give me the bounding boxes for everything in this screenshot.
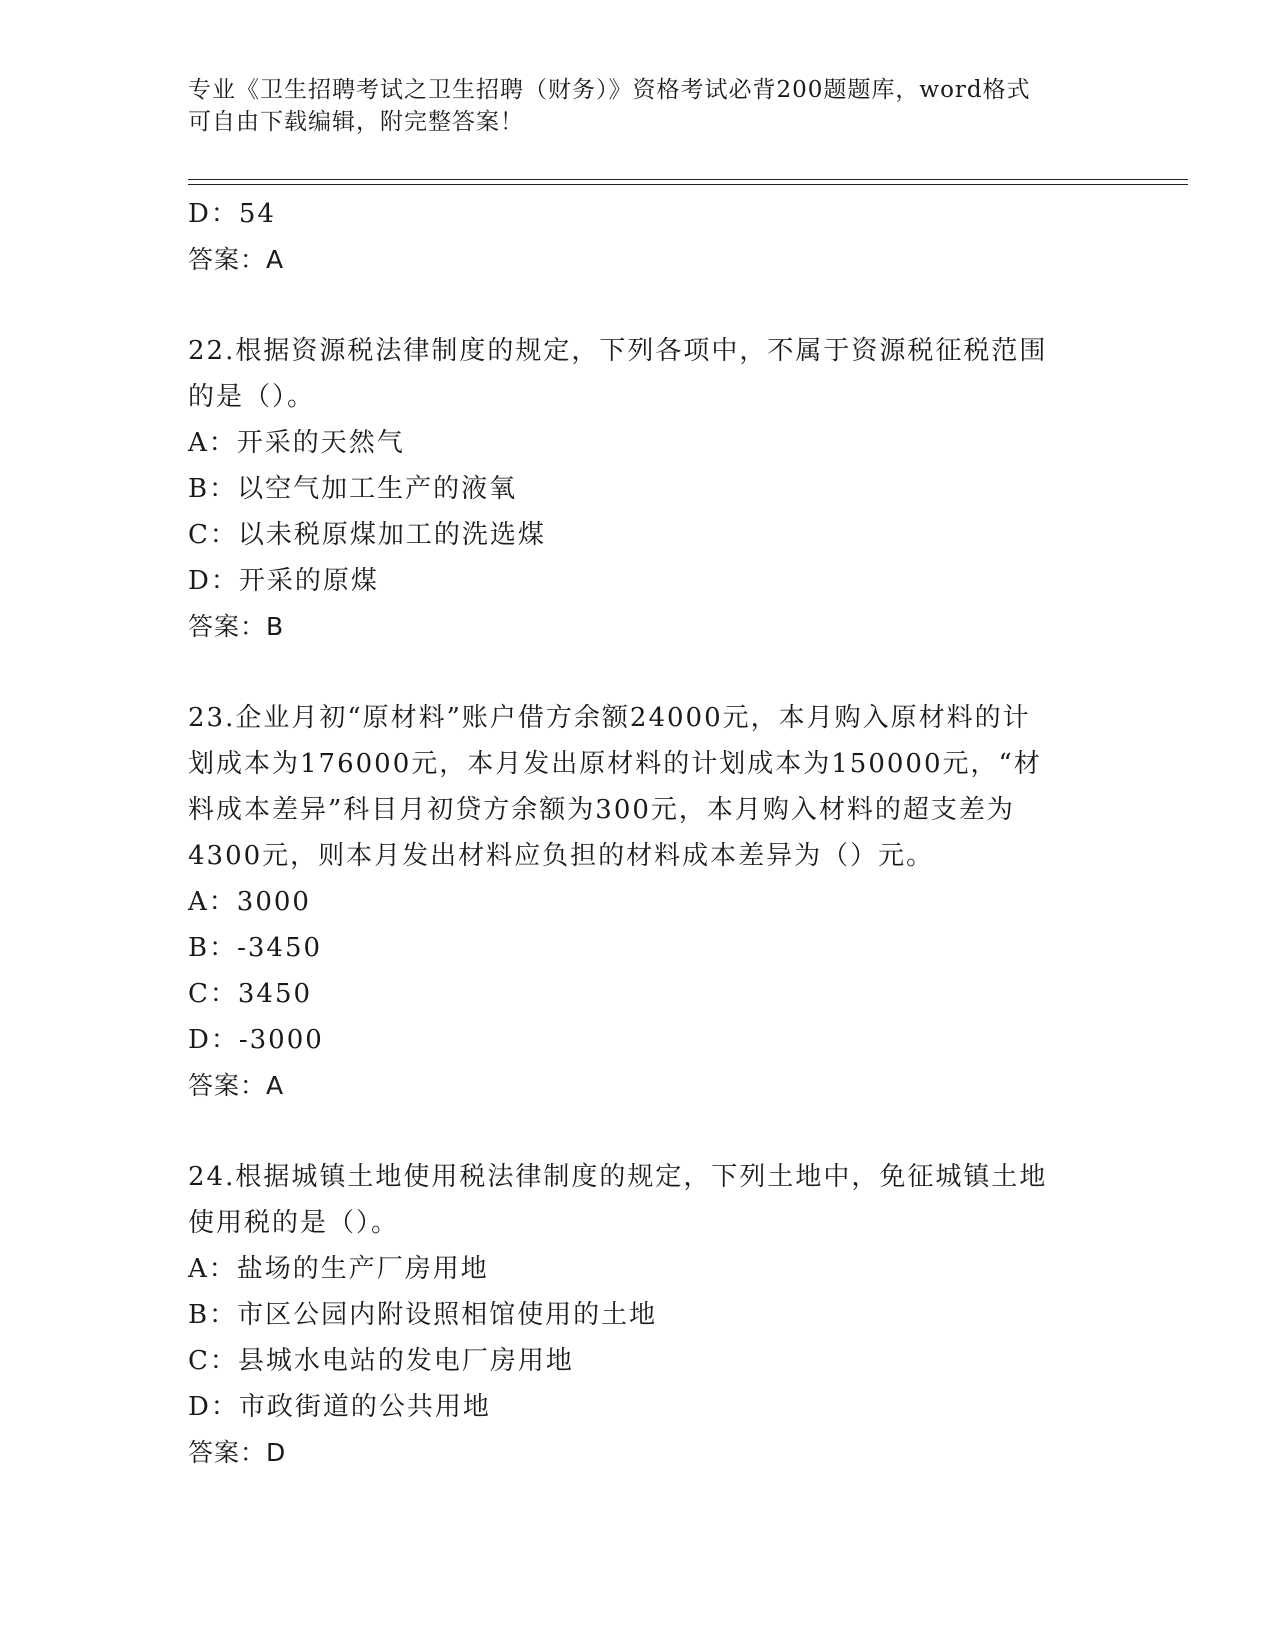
question-24	[188, 1154, 1088, 1476]
answer: 答案：A	[188, 1071, 285, 1100]
option-c: C：县城水电站的发电厂房用地	[188, 1346, 574, 1376]
question-text-line: 划成本为176000元，本月发出原材料的计划成本为150000元，“材	[188, 749, 1042, 779]
option-a: A：开采的天然气	[188, 428, 405, 458]
spacer	[188, 650, 1088, 695]
question-text-line: 4300元，则本月发出材料应负担的材料成本差异为（）元。	[188, 841, 935, 871]
spacer	[188, 1109, 1088, 1154]
question-text-line: 使用税的是（）。	[188, 1208, 400, 1238]
question-text-line: 24.根据城镇土地使用税法律制度的规定，下列土地中，免征城镇土地	[188, 1162, 1048, 1192]
header-divider-top	[188, 179, 1188, 180]
option-c: C：3450	[188, 979, 313, 1009]
option-a: A：3000	[188, 887, 311, 917]
option-d: D：开采的原煤	[188, 566, 379, 596]
option-d: D：-3000	[188, 1025, 324, 1055]
question-text-line: 料成本差异”科目月初贷方余额为300元，本月购入材料的超支差为	[188, 795, 1015, 825]
question-content	[188, 191, 1088, 1476]
question-text-line: 的是（）。	[188, 382, 316, 412]
option-b: B：-3450	[188, 933, 323, 963]
answer: 答案：D	[188, 1438, 287, 1467]
question-text-line: 23.企业月初“原材料”账户借方余额24000元，本月购入原材料的计	[188, 703, 1031, 733]
header-line-2: 可自由下载编辑，附完整答案！	[188, 109, 524, 135]
answer: 答案：B	[188, 612, 285, 641]
answer: 答案：A	[188, 245, 285, 274]
header-line-1: 专业《卫生招聘考试之卫生招聘（财务）》资格考试必背200题题库，word格式	[188, 77, 1031, 103]
header-divider-bottom	[188, 184, 1188, 185]
question-text-line: 22.根据资源税法律制度的规定，下列各项中，不属于资源税征税范围	[188, 336, 1048, 366]
question-23	[188, 695, 1088, 1109]
option-d: D：市政街道的公共用地	[188, 1392, 491, 1422]
option-a: A：盐场的生产厂房用地	[188, 1254, 489, 1284]
option-c: C：以未税原煤加工的洗选煤	[188, 520, 546, 550]
option-b: B：市区公园内附设照相馆使用的土地	[188, 1300, 658, 1330]
document-header	[188, 74, 1088, 138]
question-22	[188, 328, 1088, 650]
spacer	[188, 283, 1088, 328]
option-d: D：54	[188, 199, 276, 229]
option-b: B：以空气加工生产的液氧	[188, 474, 518, 504]
previous-question-tail	[188, 191, 1088, 283]
